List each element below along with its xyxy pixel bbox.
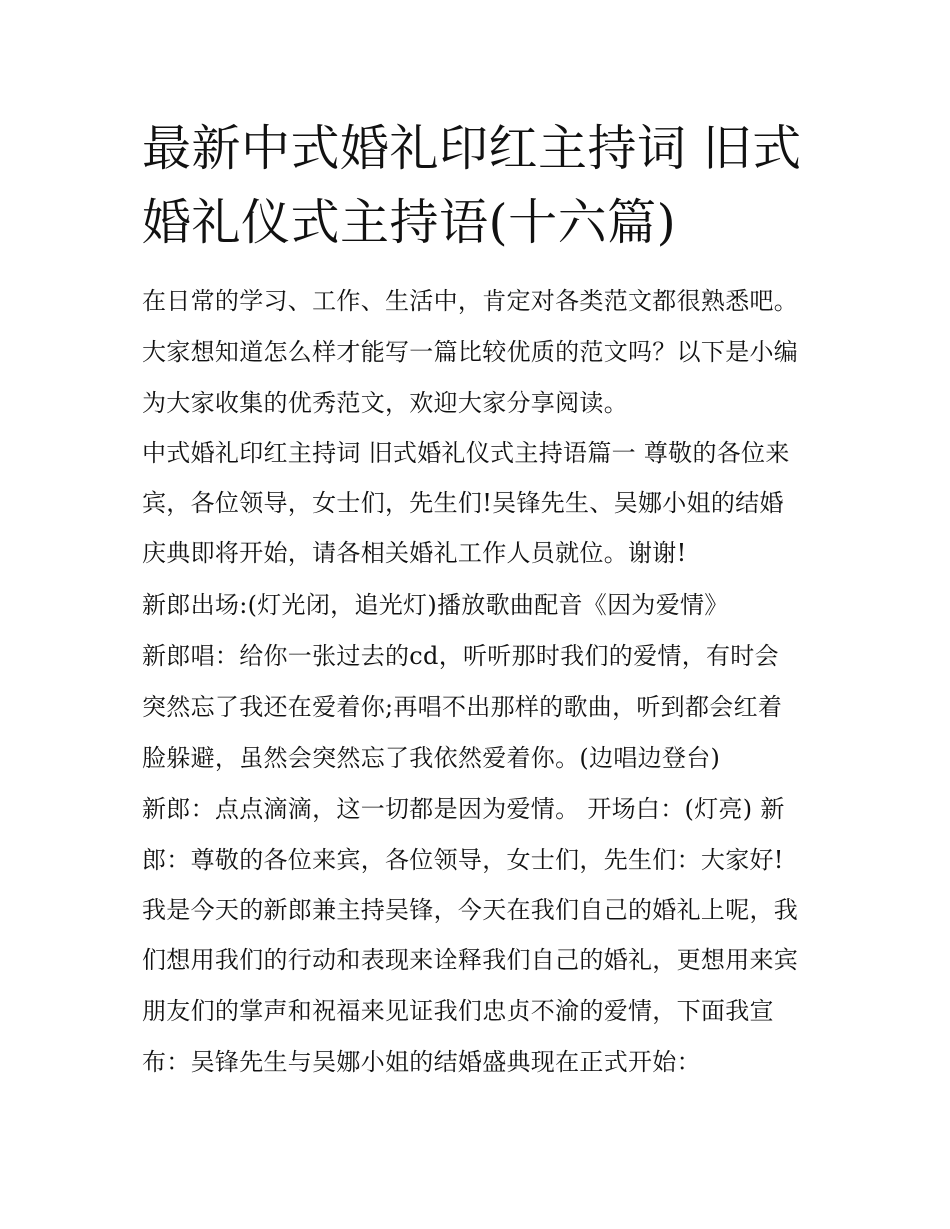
body-line-16: 布：吴锋先生与吴娜小姐的结婚盛典现在正式开始： <box>142 1048 701 1076</box>
body-line-5: 宾，各位领导，女士们，先生们!吴锋先生、吴娜小姐的结婚 <box>142 489 784 517</box>
body-line-9: 突然忘了我还在爱着你;再唱不出那样的歌曲，听到都会红着 <box>142 693 783 721</box>
body-line-4: 中式婚礼印红主持词 旧式婚礼仪式主持语篇一 尊敬的各位来 <box>142 439 790 467</box>
document-title-line-1: 最新中式婚礼印红主持词 旧式 <box>142 120 802 177</box>
body-line-11: 新郎：点点滴滴，这一切都是因为爱情。 开场白：(灯亮) 新 <box>142 795 785 823</box>
body-line-10: 脸躲避，虽然会突然忘了我依然爱着你。(边唱边登台) <box>142 744 721 772</box>
body-line-12: 郎：尊敬的各位来宾，各位领导，女士们，先生们：大家好! <box>142 846 784 874</box>
body-line-7: 新郎出场:(灯光闭，追光灯)播放歌曲配音《因为爱情》 <box>142 591 729 619</box>
body-line-3: 为大家收集的优秀范文，欢迎大家分享阅读。 <box>142 389 628 417</box>
body-line-2: 大家想知道怎么样才能写一篇比较优质的范文吗？以下是小编 <box>142 338 799 366</box>
body-line-13: 我是今天的新郎兼主持吴锋，今天在我们自己的婚礼上呢，我 <box>142 896 799 924</box>
body-line-6: 庆典即将开始，请各相关婚礼工作人员就位。谢谢! <box>142 539 687 567</box>
document-title-line-2: 婚礼仪式主持语(十六篇) <box>142 194 677 251</box>
body-line-14: 们想用我们的行动和表现来诠释我们自己的婚礼，更想用来宾 <box>142 946 799 974</box>
body-line-1: 在日常的学习、工作、生活中，肯定对各类范文都很熟悉吧。 <box>142 287 799 315</box>
body-line-8: 新郎唱：给你一张过去的cd，听听那时我们的爱情，有时会 <box>142 642 779 670</box>
body-line-15: 朋友们的掌声和祝福来见证我们忠贞不渝的爱情，下面我宣 <box>142 997 774 1025</box>
